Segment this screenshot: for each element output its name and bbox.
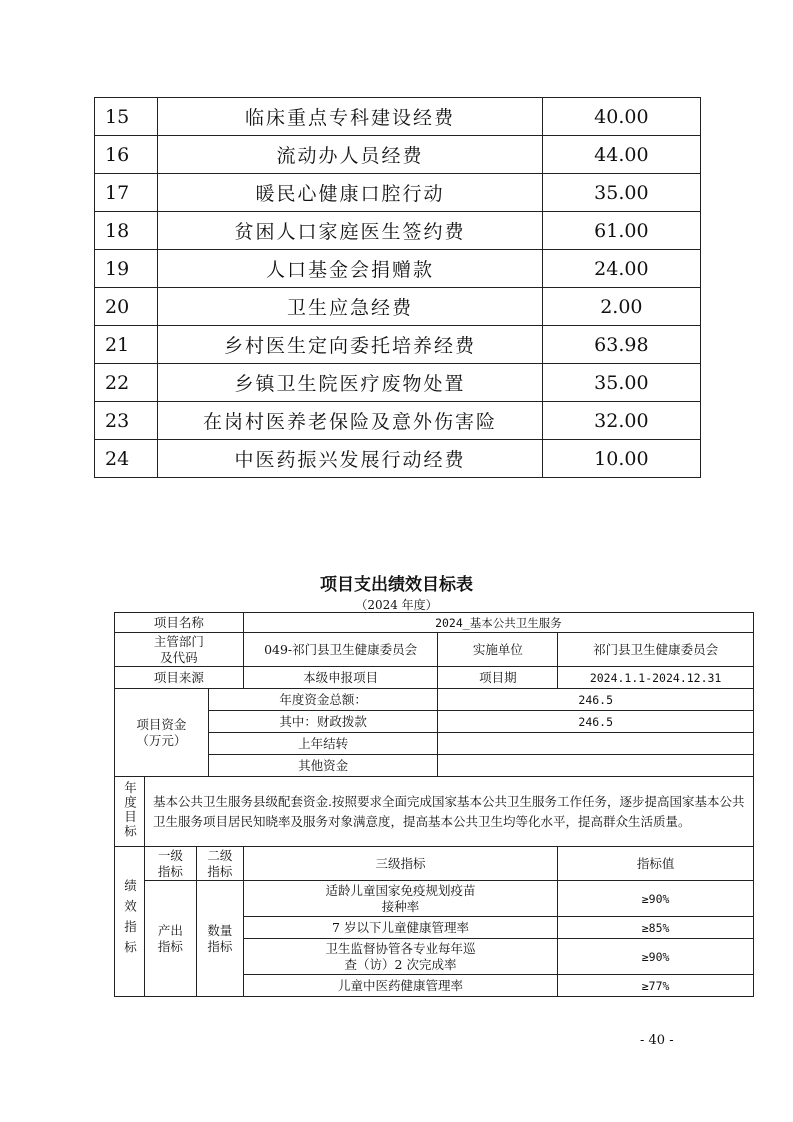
fund-label: 其中：财政拨款 bbox=[208, 711, 438, 733]
indicator-name-line1: 7 岁以下儿童健康管理率 bbox=[332, 919, 469, 935]
performance-target-table bbox=[114, 612, 754, 997]
period-label: 项目期 bbox=[438, 667, 558, 689]
row-number: 20 bbox=[95, 288, 158, 326]
row-number: 22 bbox=[95, 364, 158, 402]
table-row bbox=[115, 667, 754, 689]
table-row bbox=[95, 326, 701, 364]
goal-label bbox=[115, 777, 145, 847]
indicator-name bbox=[243, 881, 557, 917]
row-number: 16 bbox=[95, 136, 158, 174]
level1-output bbox=[144, 881, 196, 997]
row-number: 18 bbox=[95, 212, 158, 250]
indicators-label bbox=[115, 847, 145, 997]
table-row bbox=[95, 288, 701, 326]
level2-quantity-line1: 数量 bbox=[207, 922, 233, 938]
table-row bbox=[95, 402, 701, 440]
table-row bbox=[95, 136, 701, 174]
period-value: 2024.1.1-2024.12.31 bbox=[558, 667, 754, 689]
project-name-value: 2024_基本公共卫生服务 bbox=[243, 613, 753, 633]
impl-unit-label: 实施单位 bbox=[438, 633, 558, 667]
funding-items-table bbox=[94, 97, 701, 478]
table-row bbox=[115, 755, 754, 777]
row-number: 24 bbox=[95, 440, 158, 478]
item-amount: 40.00 bbox=[542, 98, 700, 136]
project-name-label: 项目名称 bbox=[115, 613, 244, 633]
level1-header bbox=[144, 847, 196, 881]
fund-value bbox=[438, 755, 754, 777]
indicator-name-line1: 儿童中医药健康管理率 bbox=[337, 977, 463, 993]
item-amount: 35.00 bbox=[542, 174, 700, 212]
dept-label-line2: 及代码 bbox=[160, 649, 198, 665]
level1-header-line1: 一级 bbox=[157, 847, 183, 863]
table-row bbox=[115, 711, 754, 733]
item-amount: 63.98 bbox=[542, 326, 700, 364]
level2-quantity bbox=[196, 881, 243, 997]
item-amount: 35.00 bbox=[542, 364, 700, 402]
table-row bbox=[115, 847, 754, 881]
source-value: 本级申报项目 bbox=[243, 667, 438, 689]
source-label: 项目来源 bbox=[115, 667, 244, 689]
table-row bbox=[115, 689, 754, 711]
indicator-value: ≥77% bbox=[558, 975, 754, 997]
table-row bbox=[95, 174, 701, 212]
item-name: 人口基金会捐赠款 bbox=[158, 250, 542, 288]
row-number: 23 bbox=[95, 402, 158, 440]
level2-header-line2: 指标 bbox=[207, 863, 233, 879]
indicator-name-line2: 查（访）2 次完成率 bbox=[344, 956, 457, 972]
fund-value: 246.5 bbox=[438, 711, 754, 733]
funds-label-line2: （万元） bbox=[136, 732, 187, 748]
fund-value bbox=[438, 733, 754, 755]
indicator-name bbox=[243, 975, 557, 997]
item-amount: 44.00 bbox=[542, 136, 700, 174]
table-row bbox=[95, 364, 701, 402]
item-amount: 24.00 bbox=[542, 250, 700, 288]
indicator-name-line2: 接种率 bbox=[381, 898, 420, 914]
funds-label-line1: 项目资金 bbox=[136, 716, 187, 732]
item-amount: 10.00 bbox=[542, 440, 700, 478]
table-row bbox=[115, 881, 754, 917]
table-row bbox=[115, 733, 754, 755]
row-number: 15 bbox=[95, 98, 158, 136]
item-name: 流动办人员经费 bbox=[158, 136, 542, 174]
item-name: 乡镇卫生院医疗废物处置 bbox=[158, 364, 542, 402]
funds-label bbox=[115, 689, 209, 777]
perf-table-title: 项目支出绩效目标表 bbox=[320, 575, 473, 595]
page-number: - 40 - bbox=[640, 1033, 674, 1048]
fund-label: 上年结转 bbox=[208, 733, 438, 755]
indicator-value: ≥85% bbox=[558, 917, 754, 939]
indicator-value: ≥90% bbox=[558, 939, 754, 975]
item-amount: 32.00 bbox=[542, 402, 700, 440]
indicator-name bbox=[243, 917, 557, 939]
item-name: 贫困人口家庭医生签约费 bbox=[158, 212, 542, 250]
perf-table-subtitle: （2024 年度） bbox=[355, 598, 438, 612]
item-name: 临床重点专科建设经费 bbox=[158, 98, 542, 136]
indicator-value: ≥90% bbox=[558, 881, 754, 917]
impl-unit-value: 祁门县卫生健康委员会 bbox=[558, 633, 754, 667]
indicators-label-text: 绩效指标 bbox=[122, 878, 138, 961]
row-number: 19 bbox=[95, 250, 158, 288]
item-name: 卫生应急经费 bbox=[158, 288, 542, 326]
level1-output-line1: 产出 bbox=[157, 922, 183, 938]
item-amount: 61.00 bbox=[542, 212, 700, 250]
level2-quantity-line2: 指标 bbox=[207, 938, 233, 954]
item-name: 乡村医生定向委托培养经费 bbox=[158, 326, 542, 364]
table-row bbox=[95, 98, 701, 136]
item-name: 暖民心健康口腔行动 bbox=[158, 174, 542, 212]
dept-label bbox=[115, 633, 244, 667]
fund-label: 其他资金 bbox=[208, 755, 438, 777]
level3-header: 三级指标 bbox=[243, 847, 557, 881]
indicator-name bbox=[243, 939, 557, 975]
table-row bbox=[95, 440, 701, 478]
table-row bbox=[115, 777, 754, 847]
dept-label-line1: 主管部门 bbox=[153, 633, 204, 649]
level1-output-line2: 指标 bbox=[157, 938, 183, 954]
dept-value: 049-祁门县卫生健康委员会 bbox=[243, 633, 438, 667]
table-row bbox=[95, 250, 701, 288]
level1-header-line2: 指标 bbox=[157, 863, 183, 879]
fund-label: 年度资金总额： bbox=[208, 689, 438, 711]
goal-text: 基本公共卫生服务县级配套资金.按照要求全面完成国家基本公共卫生服务工作任务，逐步提高国家基本公共卫生服务项目居民知晓率及服务对象满意度，提高基本公共卫生均等化水平，提高群众生活质量。 bbox=[144, 777, 753, 847]
item-name: 在岗村医养老保险及意外伤害险 bbox=[158, 402, 542, 440]
value-header: 指标值 bbox=[558, 847, 754, 881]
level2-header-line1: 二级 bbox=[207, 847, 233, 863]
table-row bbox=[115, 633, 754, 667]
table-row bbox=[115, 613, 754, 633]
table-row bbox=[95, 212, 701, 250]
indicator-name-line1: 卫生监督协管各专业每年巡 bbox=[325, 940, 476, 956]
goal-label-text: 年度目标 bbox=[122, 780, 138, 839]
level2-header bbox=[196, 847, 243, 881]
fund-value: 246.5 bbox=[438, 689, 754, 711]
item-name: 中医药振兴发展行动经费 bbox=[158, 440, 542, 478]
indicator-name-line1: 适龄儿童国家免疫规划疫苗 bbox=[325, 882, 476, 898]
row-number: 21 bbox=[95, 326, 158, 364]
row-number: 17 bbox=[95, 174, 158, 212]
item-amount: 2.00 bbox=[542, 288, 700, 326]
